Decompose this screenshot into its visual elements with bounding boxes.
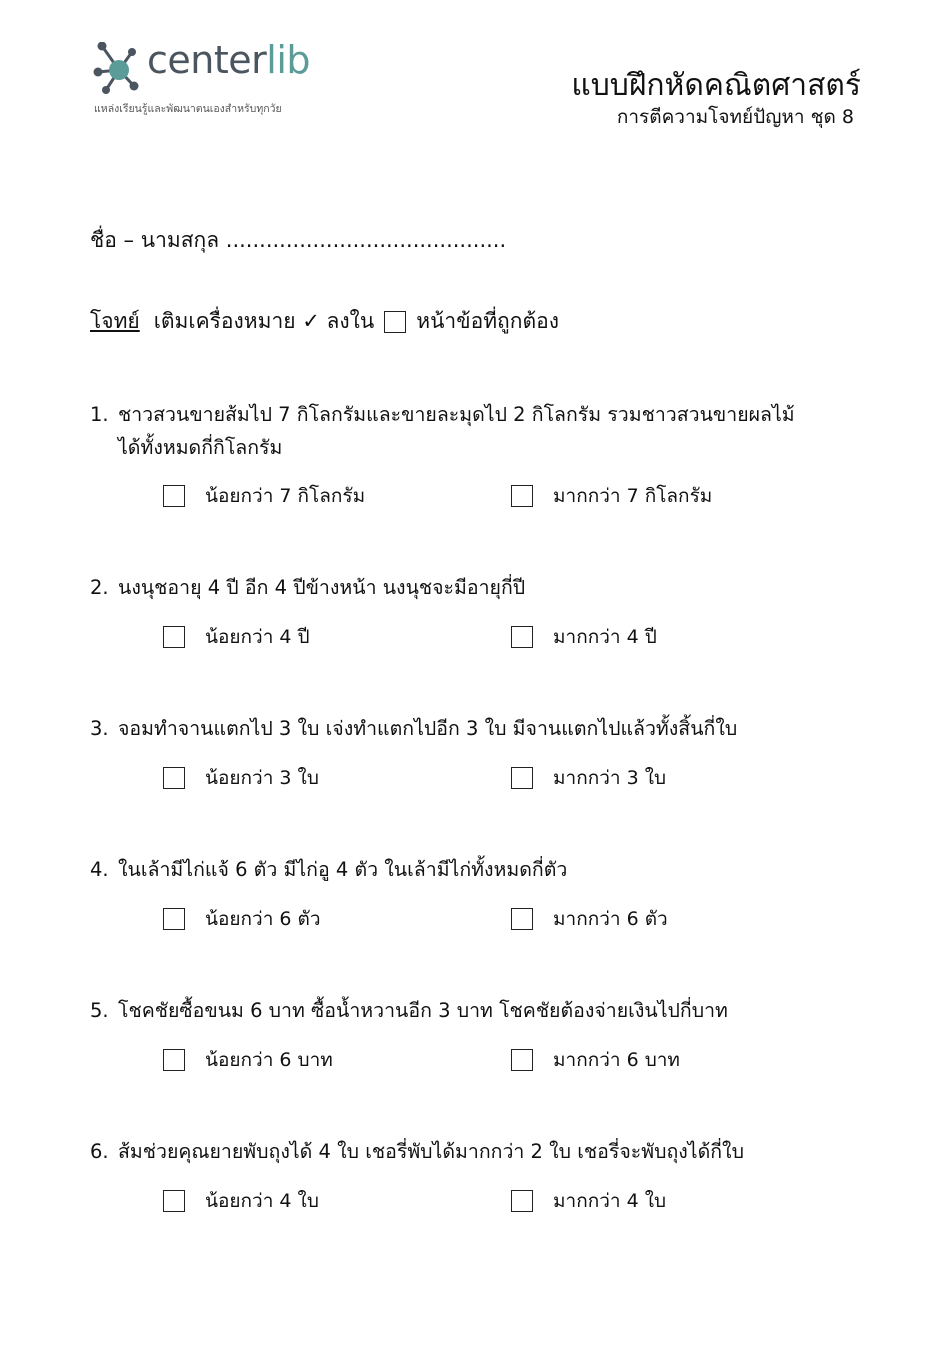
logo-wordmark: centerlib [147, 38, 311, 82]
checkbox[interactable] [163, 485, 185, 507]
option-less[interactable]: น้อยกว่า 6 บาท [163, 1045, 333, 1075]
checkbox[interactable] [511, 485, 533, 507]
logo-tagline: แหล่งเรียนรู้และพัฒนาตนเองสำหรับทุกวัย [94, 103, 282, 115]
checkbox[interactable] [163, 626, 185, 648]
option-less[interactable]: น้อยกว่า 3 ใบ [163, 763, 319, 793]
option-less[interactable]: น้อยกว่า 4 ใบ [163, 1186, 319, 1216]
centerlib-logo [92, 38, 352, 122]
option-less[interactable]: น้อยกว่า 7 กิโลกรัม [163, 481, 365, 511]
question-2: 2. นงนุชอายุ 4 ปี อีก 4 ปีข้างหน้า นงนุชจะมีอายุกี่ปี [90, 576, 526, 599]
instruction-text-after: หน้าข้อที่ถูกต้อง [416, 309, 559, 333]
molecule-icon [92, 42, 152, 102]
worksheet-subtitle: การตีความโจทย์ปัญหา ชุด 8 [616, 106, 854, 128]
option-more[interactable]: มากกว่า 6 ตัว [511, 904, 668, 934]
question-6: 6. ส้มช่วยคุณยายพับถุงได้ 4 ใบ เชอรี่พับได้มากกว่า 2 ใบ เชอรี่จะพับถุงได้กี่ใบ [90, 1140, 744, 1163]
option-less[interactable]: น้อยกว่า 4 ปี [163, 622, 310, 652]
option-more[interactable]: มากกว่า 7 กิโลกรัม [511, 481, 712, 511]
option-more[interactable]: มากกว่า 4 ปี [511, 622, 657, 652]
checkbox[interactable] [511, 1049, 533, 1071]
question-3: 3. จอมทำจานแตกไป 3 ใบ เจ่งทำแตกไปอีก 3 ใบ มีจานแตกไปแล้วทั้งสิ้นกี่ใบ [90, 717, 738, 740]
sample-checkbox-icon [384, 311, 406, 333]
question-1: 1. ชาวสวนขายส้มไป 7 กิโลกรัมและขายละมุดไป 2 กิโลกรัม รวมชาวสวนขายผลไม้ ได้ทั้งหมดกี่กิโลกรัม [90, 403, 795, 459]
checkbox[interactable] [163, 1049, 185, 1071]
worksheet-title: แบบฝึกหัดคณิตศาสตร์ [571, 68, 861, 103]
checkbox[interactable] [511, 767, 533, 789]
instruction [90, 305, 559, 338]
checkbox[interactable] [511, 1190, 533, 1212]
checkbox[interactable] [163, 767, 185, 789]
checkbox[interactable] [163, 1190, 185, 1212]
option-less[interactable]: น้อยกว่า 6 ตัว [163, 904, 321, 934]
checkbox[interactable] [163, 908, 185, 930]
checkbox[interactable] [511, 626, 533, 648]
instruction-text-before: เติมเครื่องหมาย ✓ ลงใน [153, 309, 375, 333]
option-more[interactable]: มากกว่า 6 บาท [511, 1045, 680, 1075]
name-field[interactable]: ชื่อ – นามสกุล .......................................... [90, 228, 507, 252]
question-4: 4. ในเล้ามีไก่แจ้ 6 ตัว มีไก่อู 4 ตัว ในเล้ามีไก่ทั้งหมดกี่ตัว [90, 858, 568, 881]
instruction-label: โจทย์ [90, 309, 140, 333]
option-more[interactable]: มากกว่า 4 ใบ [511, 1186, 666, 1216]
question-5: 5. โชคชัยซื้อขนม 6 บาท ซื้อน้ำหวานอีก 3 บาท โชคชัยต้องจ่ายเงินไปกี่บาท [90, 999, 728, 1022]
option-more[interactable]: มากกว่า 3 ใบ [511, 763, 666, 793]
checkbox[interactable] [511, 908, 533, 930]
